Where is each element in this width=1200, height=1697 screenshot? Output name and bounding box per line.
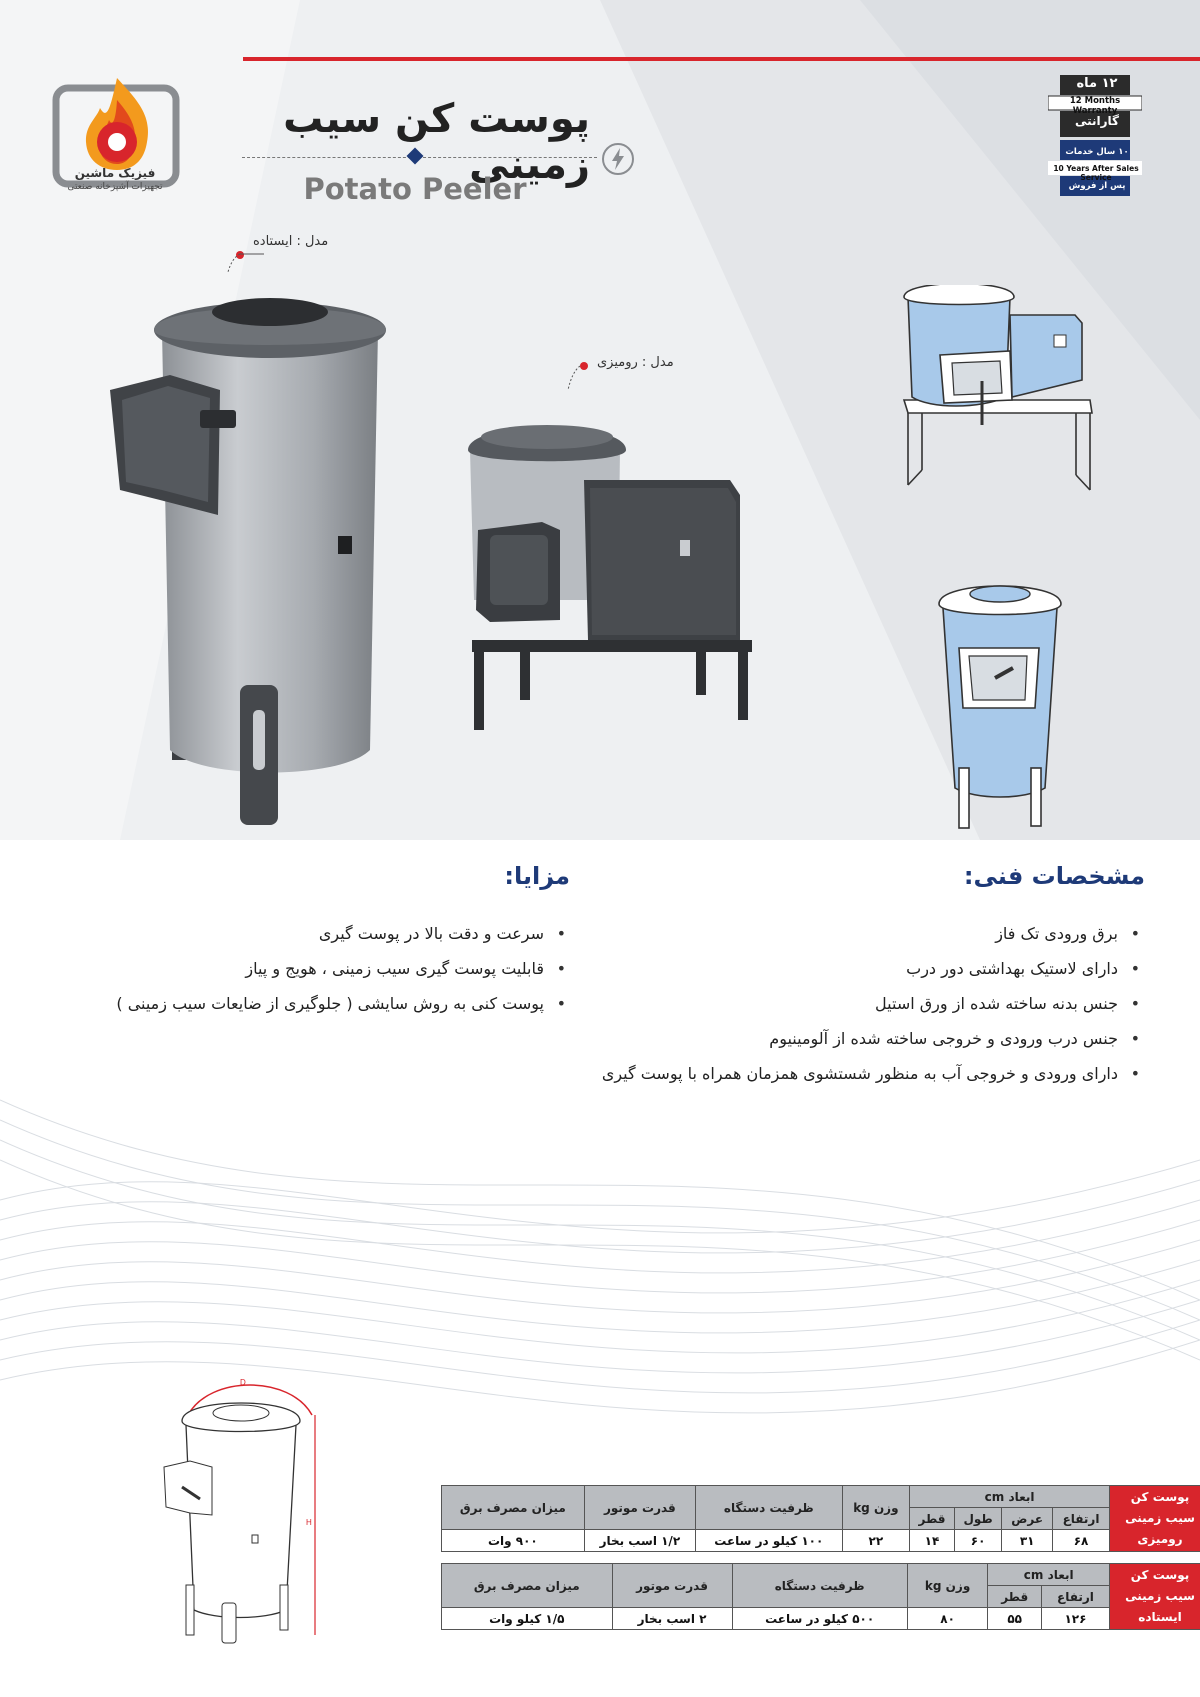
standing-model-label: مدل : ایستاده bbox=[253, 234, 329, 249]
service-english: 10 Years After Sales Service bbox=[1053, 164, 1139, 182]
warranty-english: 12 Months Warranty bbox=[1069, 96, 1121, 116]
brand-subtitle: تجهیزات آشپزخانه صنعتی bbox=[67, 182, 163, 192]
motor-value: ۲ اسب بخار bbox=[612, 1608, 732, 1630]
capacity-value: ۵۰۰ کیلو در ساعت bbox=[732, 1608, 907, 1630]
table-row-name: پوست کن سیب زمینی رومیزی bbox=[1110, 1486, 1200, 1552]
diameter-label: D bbox=[240, 1378, 246, 1387]
dim-value: ۶۰ bbox=[954, 1530, 1002, 1552]
capacity-value: ۱۰۰ کیلو در ساعت bbox=[695, 1530, 842, 1552]
power-value: ۹۰۰ وات bbox=[442, 1530, 585, 1552]
specs-list bbox=[560, 916, 1144, 1091]
dim-col-height: ارتفاع bbox=[1053, 1508, 1110, 1530]
dim-value: ۵۵ bbox=[988, 1608, 1041, 1630]
motor-header: قدرت موتور bbox=[612, 1564, 732, 1608]
table-row-name: پوست کن سیب زمینی ایستاده bbox=[1110, 1564, 1200, 1630]
list-item: • برق ورودی تک فاز bbox=[560, 916, 1144, 951]
advantages-heading: مزایا: bbox=[504, 862, 570, 890]
weight-header: وزن kg bbox=[907, 1564, 988, 1608]
weight-value: ۸۰ bbox=[907, 1608, 988, 1630]
dim-col-height: ارتفاع bbox=[1041, 1586, 1109, 1608]
tabletop-model-label: مدل : رومیزی bbox=[597, 355, 674, 370]
motor-header: قدرت موتور bbox=[584, 1486, 695, 1530]
weight-value: ۲۲ bbox=[842, 1530, 910, 1552]
list-item: • پوست کنی به روش سایشی ( جلوگیری از ضایعات سیب زمینی ) bbox=[90, 986, 570, 1021]
brand-logo-icon bbox=[52, 70, 182, 200]
dimension-diagram bbox=[160, 1375, 320, 1645]
list-item: • سرعت و دقت بالا در پوست گیری bbox=[90, 916, 570, 951]
list-item: • جنس درب ورودی و خروجی ساخته شده از آلومینیوم bbox=[560, 1021, 1144, 1056]
dim-value: ۶۸ bbox=[1053, 1530, 1110, 1552]
header-red-line bbox=[243, 57, 1200, 61]
list-item: • جنس بدنه ساخته شده از ورق استیل bbox=[560, 986, 1144, 1021]
standing-peeler-image bbox=[100, 290, 400, 840]
warranty-persian: گارانتی bbox=[1074, 114, 1120, 128]
motor-value: ۱/۲ اسب بخار bbox=[584, 1530, 695, 1552]
page-title-english: Potato Peeler bbox=[303, 172, 527, 206]
power-header: میزان مصرف برق bbox=[442, 1564, 613, 1608]
dim-col-diameter: قطر bbox=[988, 1586, 1041, 1608]
list-item: • قابلیت پوست گیری سیب زمینی ، هویج و پیاز bbox=[90, 951, 570, 986]
dim-value: ۱۴ bbox=[910, 1530, 955, 1552]
power-header: میزان مصرف برق bbox=[442, 1486, 585, 1530]
page-title-persian: پوست کن سیب زمینی bbox=[283, 96, 590, 188]
list-item: • دارای لاستیک بهداشتی دور درب bbox=[560, 951, 1144, 986]
dim-value: ۳۱ bbox=[1002, 1530, 1053, 1552]
dim-value: ۱۲۶ bbox=[1041, 1608, 1109, 1630]
brand-name: فیزیک ماشین bbox=[74, 166, 156, 180]
dims-header: ابعاد cm bbox=[988, 1564, 1110, 1586]
power-value: ۱/۵ کیلو وات bbox=[442, 1608, 613, 1630]
list-item: • دارای ورودی و خروجی آب به منظور شستشوی همزمان همراه با پوست گیری bbox=[560, 1056, 1144, 1091]
standing-peeler-drawing bbox=[935, 578, 1065, 836]
lightning-bolt-icon bbox=[601, 142, 635, 176]
standing-spec-table bbox=[441, 1563, 1200, 1630]
specs-heading: مشخصات فنی: bbox=[963, 862, 1145, 890]
tabletop-peeler-image bbox=[460, 410, 760, 740]
capacity-header: ظرفیت دستگاه bbox=[732, 1564, 907, 1608]
height-label: H bbox=[306, 1518, 312, 1527]
capacity-header: ظرفیت دستگاه bbox=[695, 1486, 842, 1530]
service-bottom: پس از فروش bbox=[1068, 181, 1126, 191]
tabletop-spec-table bbox=[441, 1485, 1200, 1552]
tabletop-peeler-drawing bbox=[900, 285, 1095, 530]
dim-col-diameter: قطر bbox=[910, 1508, 955, 1530]
warranty-months: ۱۲ ماه bbox=[1076, 76, 1118, 91]
dim-col-length: طول bbox=[954, 1508, 1002, 1530]
dims-header: ابعاد cm bbox=[910, 1486, 1110, 1508]
service-years: ۱۰ سال خدمات bbox=[1065, 147, 1129, 157]
advantages-list bbox=[90, 916, 570, 1021]
dim-col-width: عرض bbox=[1002, 1508, 1053, 1530]
weight-header: وزن kg bbox=[842, 1486, 910, 1530]
